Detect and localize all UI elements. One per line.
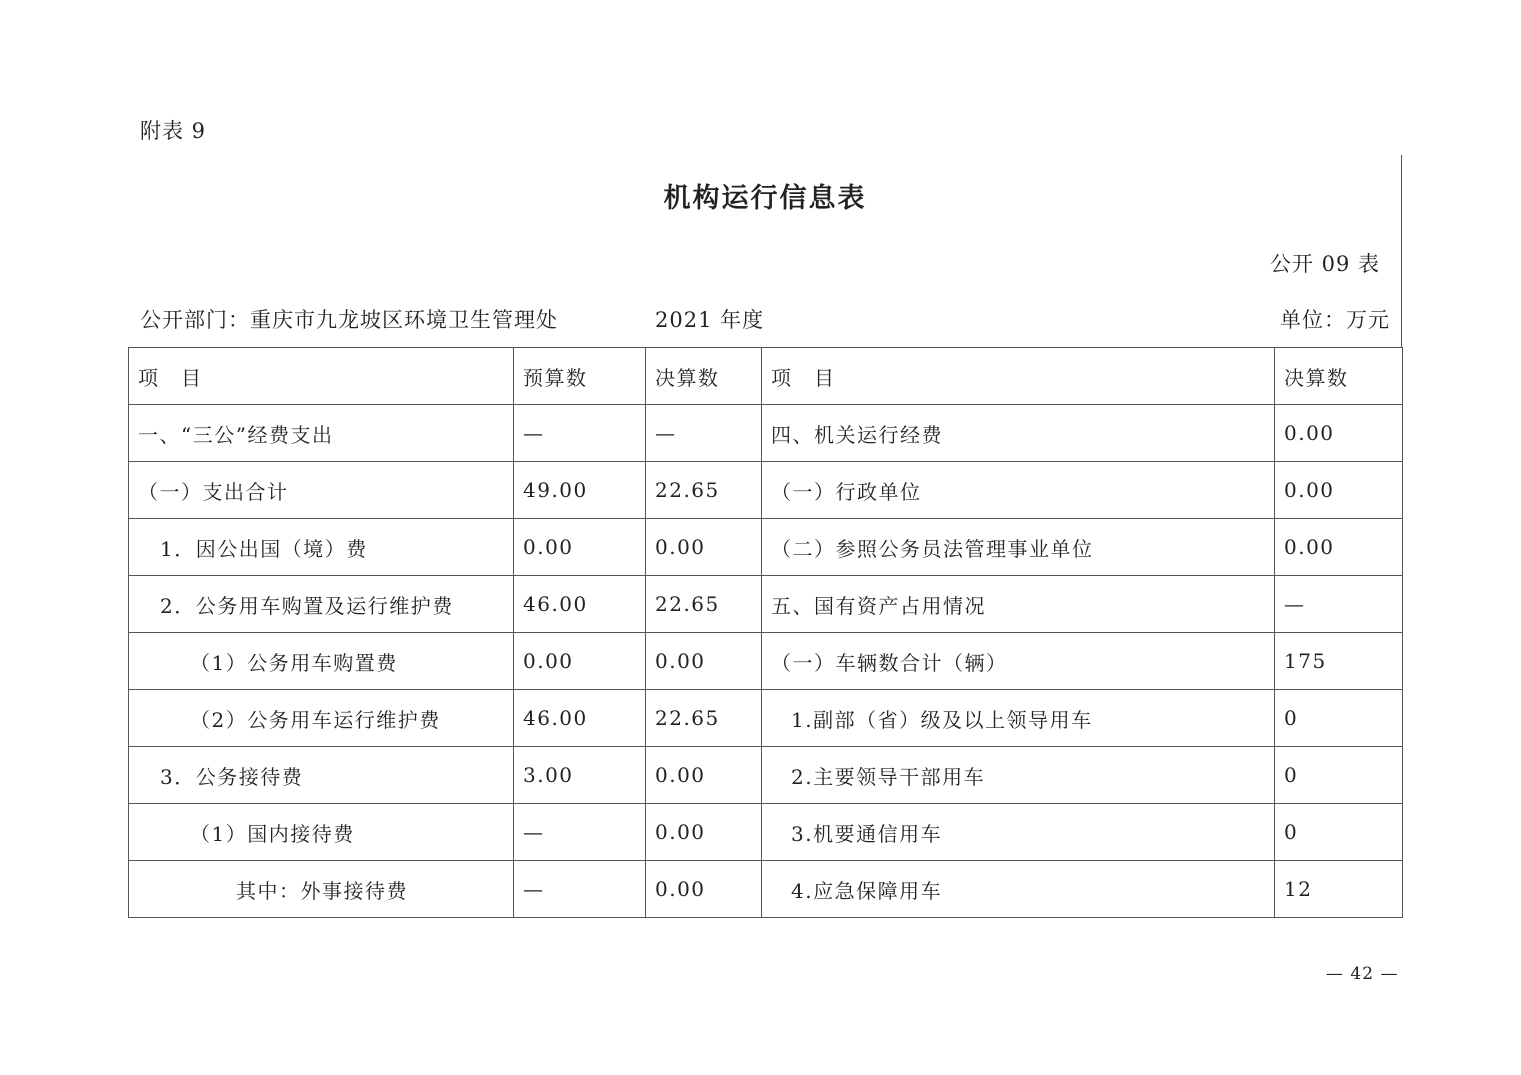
table-row [129,747,1403,804]
cell-final-right: 0 [1275,690,1403,747]
cell-final-right: — [1275,576,1403,633]
year-label: 2021 年度 [655,308,765,332]
cell-item-left [129,690,514,747]
department-label: 公开部门：重庆市九龙坡区环境卫生管理处 [140,308,558,332]
cell-budget: — [514,405,646,462]
cell-text: 1．因公出国（境）费 [160,536,368,561]
cell-final-right: 0.00 [1275,462,1403,519]
cell-final-right: 0.00 [1275,405,1403,462]
cell-item-left [129,462,514,519]
cell-text: 3.机要通信用车 [791,821,943,846]
cell-item-left [129,405,514,462]
page-title: 机构运行信息表 [663,183,867,214]
table-row [129,690,1403,747]
cell-final: 22.65 [646,462,762,519]
cell-text: 四、机关运行经费 [771,422,943,447]
table-row [129,576,1403,633]
cell-text: 4.应急保障用车 [791,878,943,903]
cell-final-right: 0 [1275,804,1403,861]
cell-text: 一、“三公”经费支出 [138,422,334,447]
cell-text: 1.副部（省）级及以上领导用车 [791,707,1093,732]
cell-final-right: 0 [1275,747,1403,804]
header-item-left: 项 目 [129,348,514,405]
header-final-left: 决算数 [646,348,762,405]
table-row [129,405,1403,462]
margin-rule [1401,155,1402,348]
cell-budget: 49.00 [514,462,646,519]
cell-final: 0.00 [646,861,762,918]
cell-budget: — [514,804,646,861]
table-row [129,462,1403,519]
cell-final: — [646,405,762,462]
cell-item-left [129,576,514,633]
cell-budget: 46.00 [514,576,646,633]
header-final-right: 决算数 [1275,348,1403,405]
cell-text: （二）参照公务员法管理事业单位 [771,536,1094,561]
cell-item-left [129,861,514,918]
unit-label: 单位：万元 [1280,308,1390,332]
cell-item-left [129,804,514,861]
cell-text: （1）公务用车购置费 [190,650,398,675]
form-number: 公开 09 表 [1269,252,1380,276]
cell-final: 0.00 [646,633,762,690]
cell-text: （一）支出合计 [138,479,289,504]
cell-budget: 0.00 [514,519,646,576]
cell-item-right [762,462,1275,519]
cell-final-right: 12 [1275,861,1403,918]
cell-item-right [762,861,1275,918]
cell-text: 其中：外事接待费 [236,878,408,903]
info-table [128,347,1403,918]
cell-final-right: 175 [1275,633,1403,690]
cell-text: （一）车辆数合计（辆） [771,650,1008,675]
cell-final: 0.00 [646,747,762,804]
cell-item-right [762,804,1275,861]
cell-item-left [129,747,514,804]
table-row [129,804,1403,861]
cell-item-right [762,633,1275,690]
table-row [129,633,1403,690]
cell-item-right [762,576,1275,633]
cell-final: 22.65 [646,690,762,747]
cell-final: 22.65 [646,576,762,633]
cell-budget: 0.00 [514,633,646,690]
cell-final: 0.00 [646,804,762,861]
table-header-row [129,348,1403,405]
cell-item-right [762,405,1275,462]
cell-text: 五、国有资产占用情况 [771,593,986,618]
cell-item-left [129,519,514,576]
cell-budget: — [514,861,646,918]
header-budget: 预算数 [514,348,646,405]
cell-item-right [762,747,1275,804]
cell-item-right [762,690,1275,747]
cell-text: 2．公务用车购置及运行维护费 [160,593,454,618]
cell-budget: 46.00 [514,690,646,747]
header-item-right: 项 目 [762,348,1275,405]
cell-budget: 3.00 [514,747,646,804]
cell-final-right: 0.00 [1275,519,1403,576]
cell-text: 2.主要领导干部用车 [791,764,986,789]
cell-text: （1）国内接待费 [190,821,355,846]
cell-text: （一）行政单位 [771,479,922,504]
cell-item-left [129,633,514,690]
table-row [129,519,1403,576]
table-row [129,861,1403,918]
annex-label: 附表 9 [140,119,207,143]
cell-item-right [762,519,1275,576]
cell-text: （2）公务用车运行维护费 [190,707,441,732]
cell-text: 3．公务接待费 [160,764,304,789]
cell-final: 0.00 [646,519,762,576]
page-number: — 42 — [1326,964,1399,984]
